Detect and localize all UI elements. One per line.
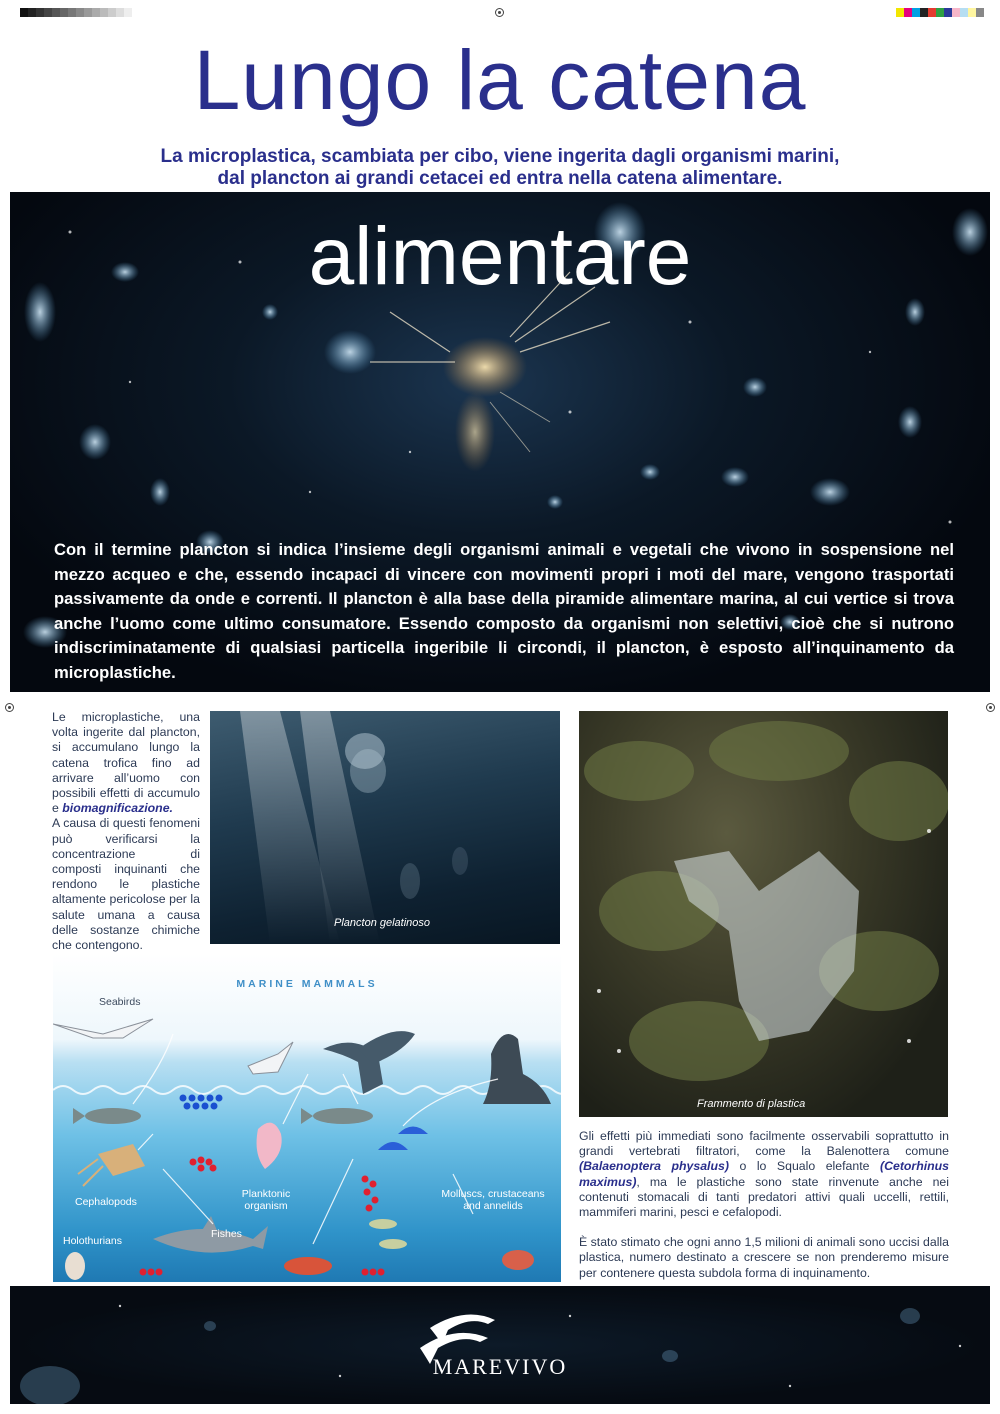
side-text-emphasis: biomagnificazione.: [62, 801, 173, 816]
fish-right-icon: [301, 1108, 373, 1124]
right-p1-part-b: o lo Squalo elefante: [728, 1159, 880, 1174]
jellyfish-illustration: [210, 711, 560, 944]
fish-left-icon: [73, 1108, 141, 1124]
hero-title-word: alimentare: [308, 211, 692, 302]
subtitle-line-2: dal plancton ai grandi cetacei ed entra nella catena alimentare.: [217, 168, 783, 189]
jellyfish-icon: [378, 1127, 428, 1151]
footer-banner: [10, 1286, 990, 1404]
food-chain-arrows: [133, 1034, 498, 1244]
label-seabirds: Seabirds: [99, 996, 141, 1008]
label-planktonic-line-1: Planktonic: [241, 1188, 291, 1200]
color-calibration-bar: [896, 8, 984, 17]
sea-lion-icon: [483, 1034, 551, 1104]
red-microplastic-dots: [140, 1157, 385, 1276]
grayscale-calibration-bar: [20, 8, 132, 17]
right-p1-part-a: Gli effetti più immediati sono facilmente osservabili soprattutto in grandi vertebrati filtratori, come la Balenottera comune: [579, 1129, 949, 1159]
whale-tail-icon: [323, 1031, 415, 1094]
hero-plankton-image: [10, 192, 990, 692]
holothurian-icon: [65, 1252, 85, 1280]
label-fishes: Fishes: [211, 1228, 242, 1240]
side-text-part-1: Le microplastiche, una volta ingerite dal plancton, si accumulano lungo la catena trofica fino ad arrivare all’uomo con possibili effetti di accumulo e: [52, 710, 200, 816]
label-cephalopods: Cephalopods: [75, 1196, 137, 1208]
side-text-part-2: A causa di questi fenomeni può verificarsi la concentrazione di composti inquinanti che rendono le plastiche altamente pericolose per la salute umana a causa delle sostanze chimiche che contengono.: [52, 816, 200, 953]
page-subtitle: [100, 146, 900, 190]
right-paragraph-1: [579, 1129, 949, 1220]
plastic-photo-caption: Frammento di plastica: [697, 1098, 806, 1110]
zooplankton-copepod: [370, 272, 610, 472]
shrimp-plankton-icon: [257, 1123, 282, 1169]
plankton-photo-caption: Plancton gelatinoso: [334, 917, 431, 929]
seabird-icon: [53, 1019, 153, 1038]
right-paragraph-2: È stato stimato che ogni anno 1,5 milioni di animali sono uccisi dalla plastica, numero destinato a crescere se non prenderemo misure per contenere questa subdola forma di inquinamento.: [579, 1235, 949, 1280]
registration-mark-top: [495, 8, 504, 17]
water-surface-waves: [53, 1086, 561, 1094]
label-planktonic-line-2: organism: [244, 1200, 288, 1212]
marevivo-logo-text: MAREVIVO: [432, 1354, 568, 1379]
marine-food-chain-diagram: [53, 954, 561, 1282]
diagram-title: MARINE MAMMALS: [236, 978, 378, 990]
hero-paragraph: Con il termine plancton si indica l’insieme degli organismi animali e vegetali che vivono in sospensione nel mezzo acqueo e che, essendo incapaci di vincere con movimenti propri i moti del mare, vengono trasportati passivamente da onde e correnti. Il plancton è alla base della piramide alimentare marina, al cui vertice si trova anche l’uomo come ultimo consumatore. Essendo composto da organismi non selettivi, cioè che si nutrono indiscriminatamente di qualsiasi particella ingeribile li circondi, il plancton, è esposto all’inquinamento da microplastiche.: [54, 540, 954, 682]
registration-mark-right: [986, 703, 995, 712]
fish-small-icon: [369, 1219, 407, 1249]
lobster-icon: [284, 1257, 332, 1275]
label-molluscs-crustaceans-annelids: [433, 1188, 553, 1212]
seagull-icon: [248, 1042, 293, 1074]
gelatinous-plankton-photo: [210, 711, 560, 944]
right-p1-part-c: , ma le plastiche sono state rinvenute anche nei contenuti stomacali di tanti predatori attivi quali uccelli, rettili, mammiferi marini, pesci e cefalopodi.: [579, 1174, 949, 1220]
page-title: Lungo la catena: [193, 33, 807, 127]
footer-plankton-background: [10, 1286, 990, 1404]
label-molluscs-line-1: Molluscs, crustaceans: [441, 1188, 545, 1200]
subtitle-line-1: La microplastica, scambiata per cibo, viene ingerita dagli organismi marini,: [160, 146, 840, 167]
label-molluscs-line-2: and annelids: [463, 1200, 523, 1212]
right-paragraphs: [579, 1129, 949, 1281]
blue-microplastic-dots: [180, 1095, 223, 1110]
label-planktonic-organism: [231, 1188, 301, 1212]
registration-mark-left: [5, 703, 14, 712]
side-paragraph: [52, 710, 200, 953]
plastic-fragment-photo: [579, 711, 948, 1117]
crab-icon: [502, 1250, 534, 1270]
species-cetorhinus: (Cetorhinus maximus): [579, 1159, 949, 1189]
squid-icon: [78, 1144, 145, 1186]
plastic-bag-illustration: [579, 711, 948, 1117]
species-balaenoptera: (Balaenoptera physalus): [579, 1159, 729, 1174]
label-holothurians: Holothurians: [63, 1235, 122, 1247]
